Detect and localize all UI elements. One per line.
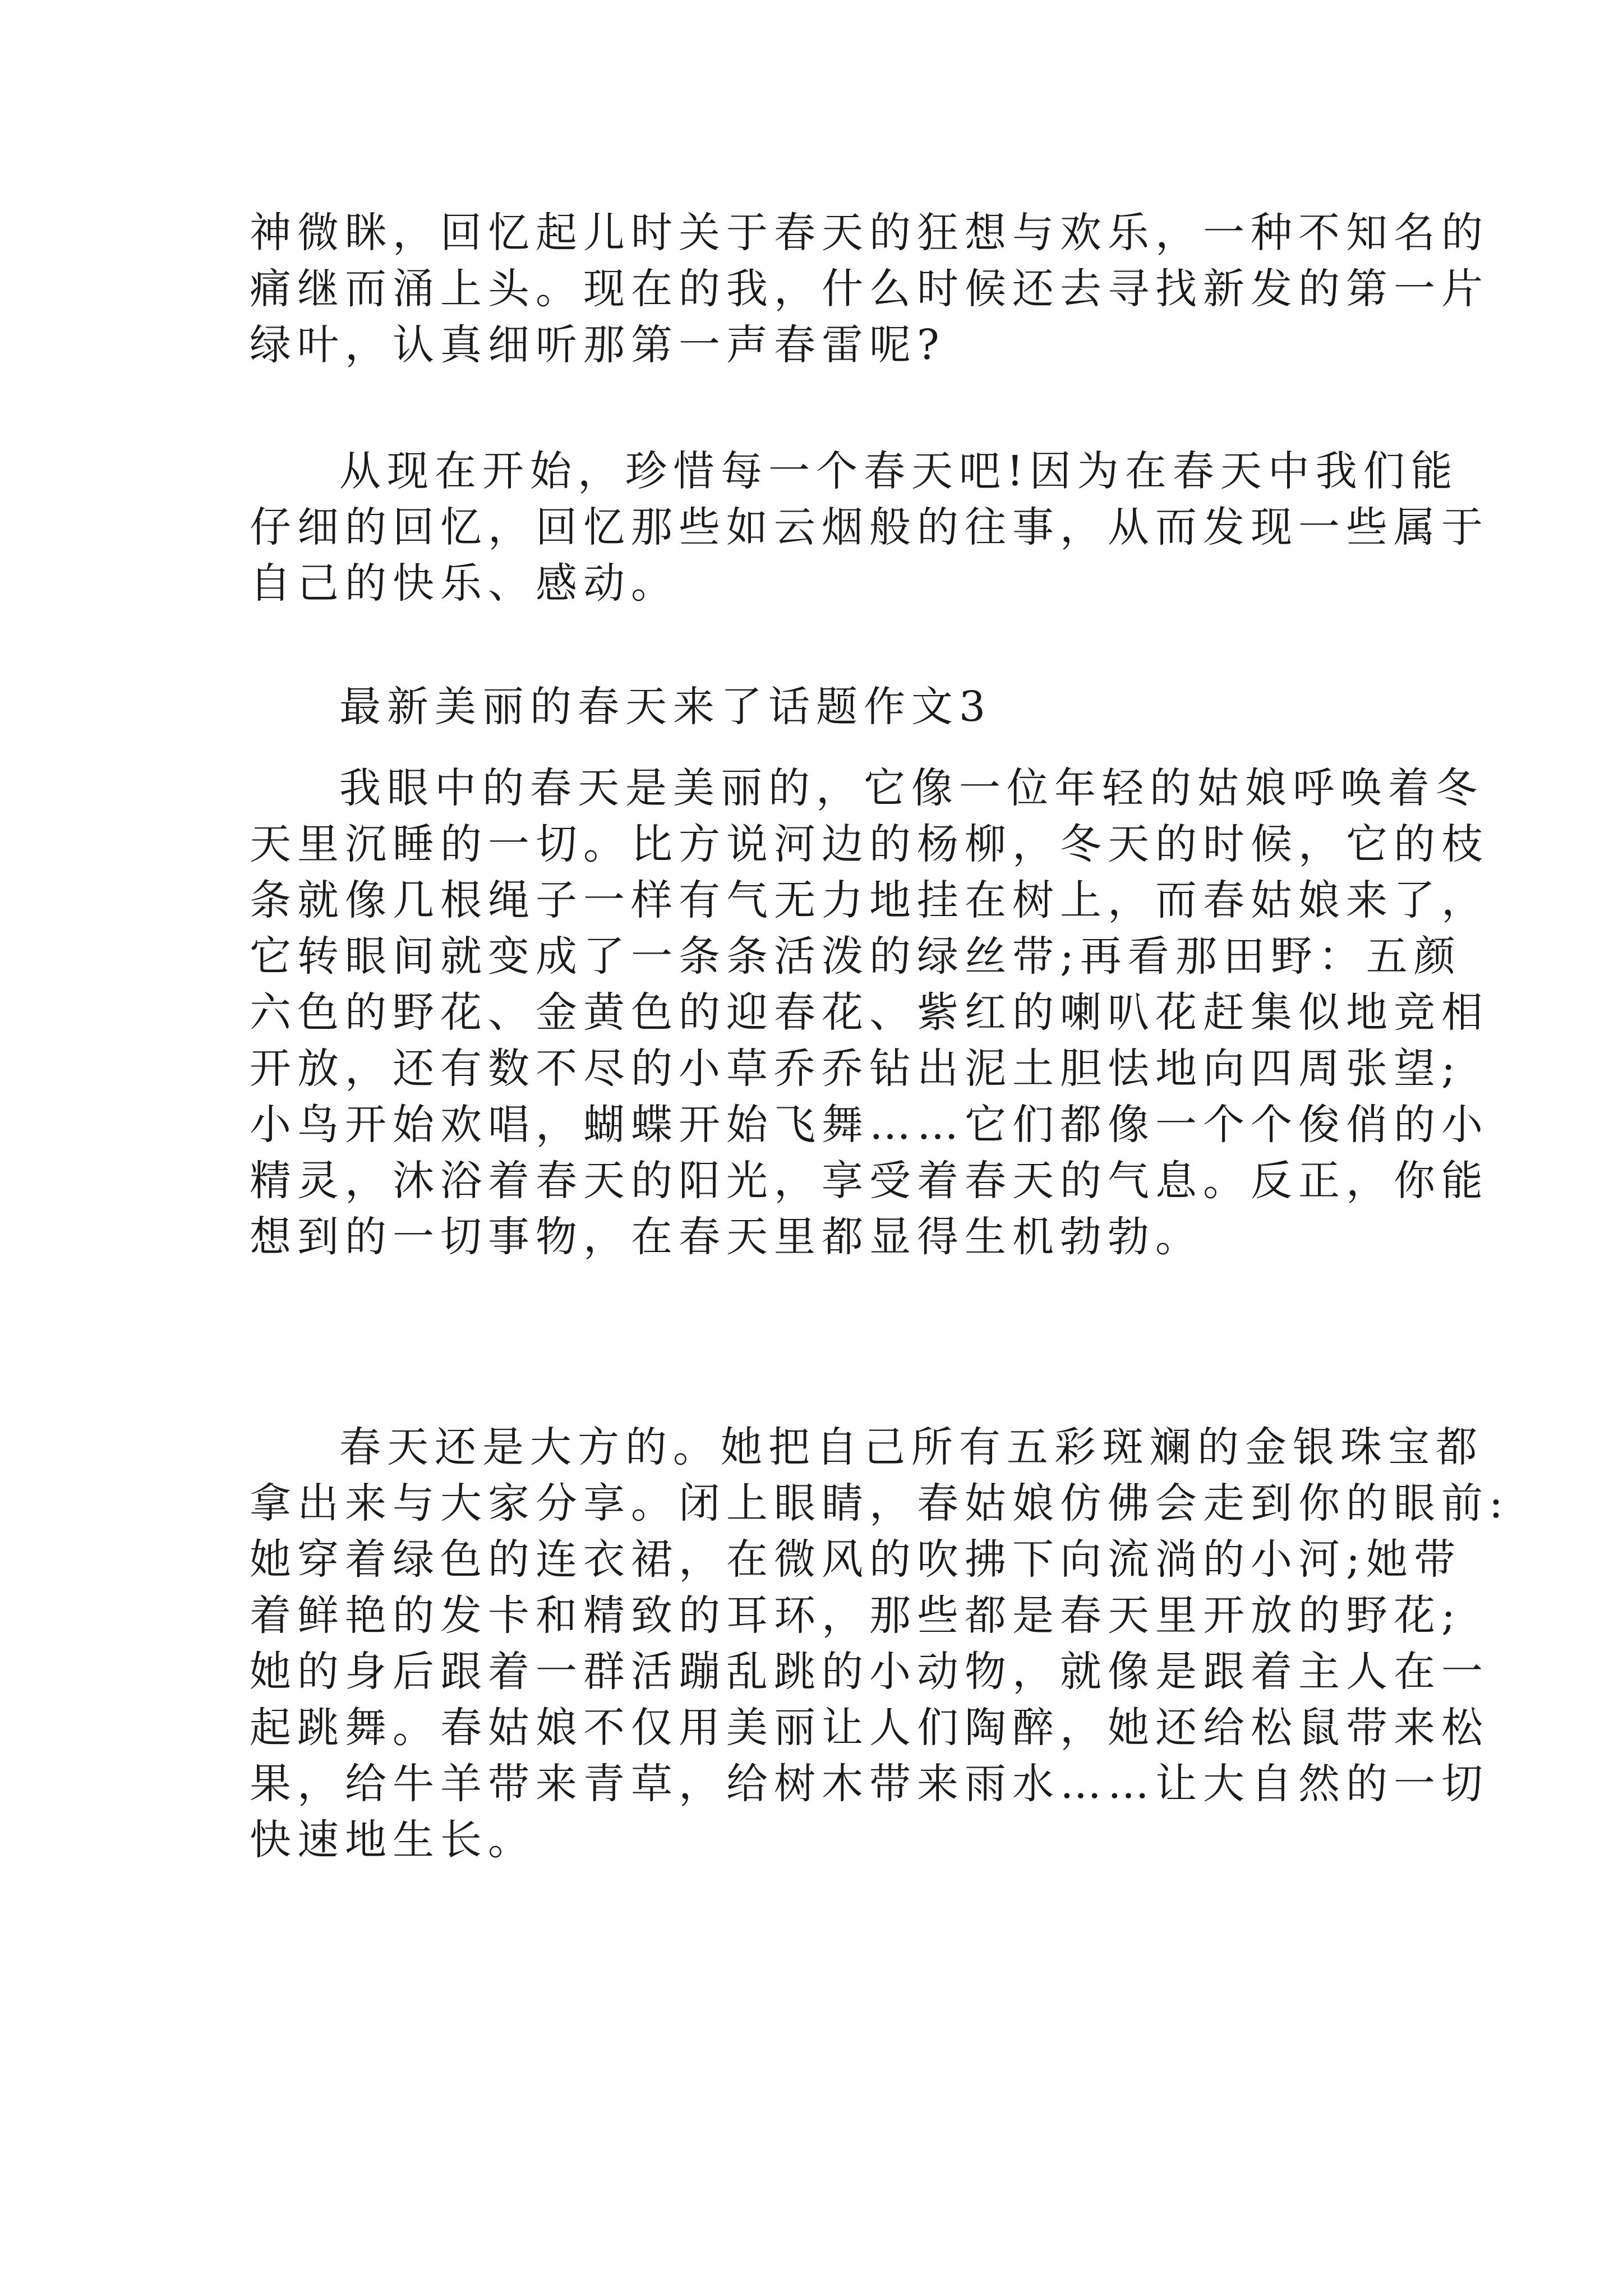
text-line: 她穿着绿色的连衣裙，在微风的吹拂下向流淌的小河;她带 bbox=[250, 1535, 1461, 1584]
text-line: 它转眼间就变成了一条条活泼的绿丝带;再看那田野：五颜 bbox=[250, 932, 1461, 981]
text-line: 想到的一切事物，在春天里都显得生机勃勃。 bbox=[250, 1213, 1203, 1261]
text-line: 六色的野花、金黄色的迎春花、紫红的喇叭花赶集似地竞相 bbox=[250, 988, 1489, 1037]
text-line: 快速地生长。 bbox=[250, 1816, 536, 1864]
text-line: 痛继而涌上头。现在的我，什么时候还去寻找新发的第一片 bbox=[250, 265, 1489, 313]
text-line: 天里沉睡的一切。比方说河边的杨柳，冬天的时候，它的枝 bbox=[250, 820, 1489, 868]
text-line: 拿出来与大家分享。闭上眼睛，春姑娘仿佛会走到你的眼前: bbox=[250, 1479, 1509, 1527]
essay-heading bbox=[250, 679, 1388, 735]
text-line: 自己的快乐、感动。 bbox=[250, 559, 679, 608]
text-line: 她的身后跟着一群活蹦乱跳的小动物，就像是跟着主人在一 bbox=[250, 1648, 1489, 1696]
text-line: 条就像几根绳子一样有气无力地挂在树上，而春姑娘来了， bbox=[250, 876, 1489, 924]
text-line: 绿叶，认真细听那第一声春雷呢? bbox=[250, 321, 946, 369]
text-line: 着鲜艳的发卡和精致的耳环，那些都是春天里开放的野花; bbox=[250, 1591, 1461, 1640]
text-line: 开放，还有数不尽的小草乔乔钻出泥土胆怯地向四周张望; bbox=[250, 1045, 1461, 1093]
text-line: 仔细的回忆，回忆那些如云烟般的往事，从而发现一些属于 bbox=[250, 503, 1489, 551]
text-line: 神微眯，回忆起儿时关于春天的狂想与欢乐，一种不知名的 bbox=[250, 209, 1489, 257]
text-line: 春天还是大方的。她把自己所有五彩斑斓的金银珠宝都 bbox=[339, 1423, 1483, 1471]
paragraph-beautiful-spring bbox=[250, 760, 1489, 1265]
text-line: 果，给牛羊带来青草，给树木带来雨水……让大自然的一切 bbox=[250, 1760, 1489, 1808]
essay-title: 最新美丽的春天来了话题作文3 bbox=[339, 683, 992, 731]
text-line: 从现在开始，珍惜每一个春天吧!因为在春天中我们能 bbox=[339, 447, 1459, 495]
paragraph-cherish-spring bbox=[250, 443, 1489, 611]
text-line: 起跳舞。春姑娘不仅用美丽让人们陶醉，她还给松鼠带来松 bbox=[250, 1704, 1489, 1752]
text-line: 我眼中的春天是美丽的，它像一位年轻的姑娘呼唤着冬 bbox=[339, 764, 1483, 812]
text-line: 小鸟开始欢唱，蝴蝶开始飞舞……它们都像一个个俊俏的小 bbox=[250, 1101, 1489, 1149]
text-line: 精灵，沐浴着春天的阳光，享受着春天的气息。反正，你能 bbox=[250, 1157, 1489, 1205]
paragraph-generous-spring bbox=[250, 1419, 1509, 1868]
paragraph-continuation bbox=[250, 205, 1489, 373]
